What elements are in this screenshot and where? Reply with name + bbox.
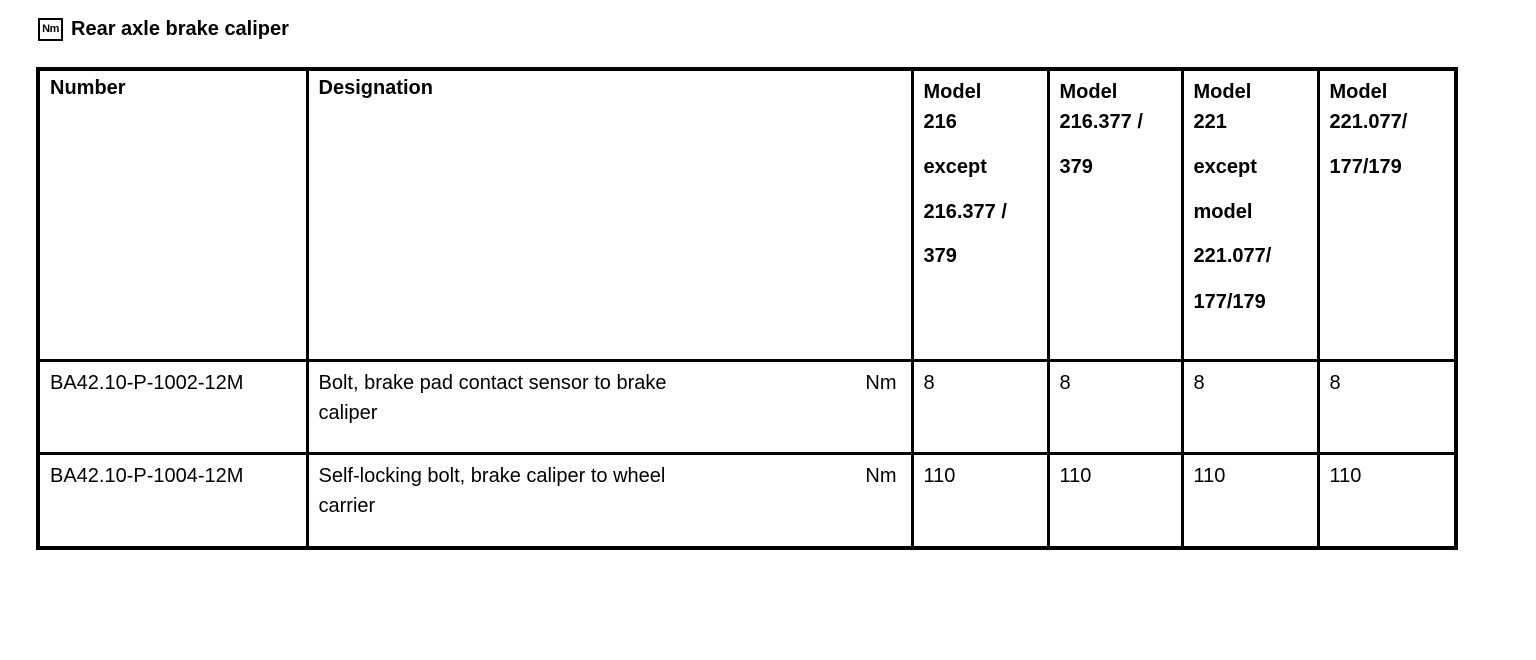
cell-value: 110 (1048, 453, 1182, 548)
header-text: model (1193, 201, 1253, 223)
cell-value: 8 (1318, 360, 1456, 453)
designation-text: Bolt, brake pad contact sensor to brake caliper (318, 371, 667, 424)
cell-number: BA42.10-P-1004-12M (38, 453, 307, 548)
cell-designation (307, 453, 912, 548)
table-row (38, 453, 1456, 548)
header-text: except (923, 156, 987, 178)
unit-label: Nm (865, 371, 897, 394)
table-row (38, 360, 1456, 453)
torque-nm-icon: Nm (38, 18, 63, 41)
header-model-216 (912, 69, 1048, 360)
header-text: Model (1059, 81, 1118, 103)
page-title (38, 14, 289, 44)
header-text: 379 (1059, 156, 1093, 178)
cell-number: BA42.10-P-1002-12M (38, 360, 307, 453)
header-text: 216.377 / (923, 201, 1007, 223)
header-text: 221.077/ (1329, 111, 1408, 133)
header-model-221-077 (1318, 69, 1456, 360)
cell-value: 110 (1318, 453, 1456, 548)
header-text: Model (1329, 81, 1388, 103)
header-model-221 (1182, 69, 1318, 360)
header-text: Model (1193, 81, 1252, 103)
cell-value: 8 (1182, 360, 1318, 453)
cell-value: 110 (912, 453, 1048, 548)
cell-value: 8 (912, 360, 1048, 453)
table-header-row (38, 69, 1456, 360)
header-text: 177/179 (1193, 291, 1266, 313)
header-text: 221 (1193, 111, 1227, 133)
header-designation: Designation (307, 69, 912, 360)
cell-value: 8 (1048, 360, 1182, 453)
header-text: 216.377 / (1059, 111, 1143, 133)
header-text: 216 (923, 111, 957, 133)
header-text: Model (923, 81, 982, 103)
unit-label: Nm (865, 464, 897, 487)
page-title-text: Rear axle brake caliper (71, 17, 289, 40)
torque-specs-table (36, 67, 1458, 550)
header-number: Number (38, 69, 307, 360)
header-text: 379 (923, 245, 957, 267)
cell-value: 110 (1182, 453, 1318, 548)
header-text: 221.077/ (1193, 245, 1272, 267)
header-model-216-377 (1048, 69, 1182, 360)
designation-text: Self-locking bolt, brake caliper to wheel carrier (318, 464, 666, 517)
header-text: 177/179 (1329, 156, 1402, 178)
header-text: except (1193, 156, 1257, 178)
cell-designation (307, 360, 912, 453)
